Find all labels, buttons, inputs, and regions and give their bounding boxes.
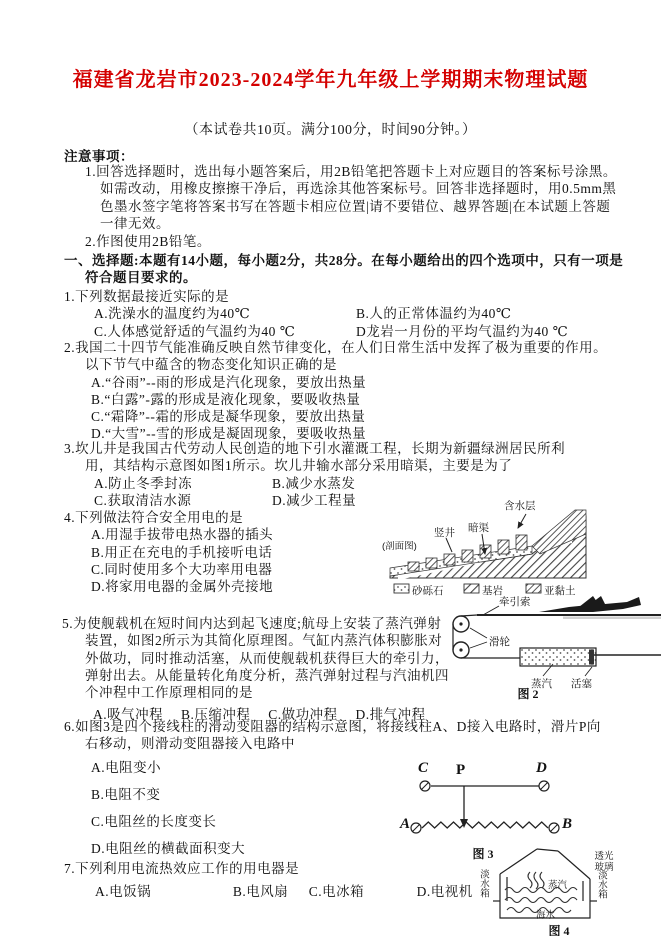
figure-1-kanerjing [382, 494, 612, 604]
fig1-label-shaft: 竖井 [434, 527, 455, 539]
question-1 [64, 288, 612, 340]
fig2-label-tow-cable: 牵引索 [499, 596, 531, 608]
q1-option-d: D龙岩一月份的平均气温约为40 ℃ [356, 323, 569, 339]
fig4-caption: 图 4 [548, 924, 570, 936]
question-5-stem: 5.为使舰载机在短时间内达到起飞速度;航母上安装了蒸汽弹射装置，如图2所示为其简化原理图。气缸内蒸汽体积膨胀对外做功，同时推动活塞，从而使舰载机获得巨大的牵引力，弹射出去。从能量转化角度分析，蒸汽弹射过程与汽油机四个冲程中工作原理相同的是 [62, 616, 449, 701]
notice-item-2: 2.作图使用2B铅笔。 [85, 234, 211, 249]
q5-option-d: D.排气冲程 [355, 707, 426, 723]
fig1-label-section-view: (剖面图) [382, 541, 417, 552]
q2-option-c: C.“霜降”--霜的形成是凝华现象，要放出热量 [91, 409, 366, 425]
q7-option-a: A.电饭锅 [95, 884, 152, 900]
question-6-stem: 6.如图3是四个接线柱的滑动变阻器的结构示意图，将接线柱A、D接入电路时，滑片P向右移动，则滑动变阻器接入电路中 [64, 719, 601, 752]
fig2-label-pulley: 滑轮 [489, 636, 510, 648]
fig4-label-freshwater-right: 淡水箱 [596, 870, 607, 899]
q2-option-a: A.“谷雨”--雨的形成是汽化现象，要放出热量 [91, 374, 367, 390]
fig2-drawing [443, 592, 661, 700]
fig3-caption: 图 3 [472, 847, 494, 861]
notice-heading: 注意事项： [64, 149, 134, 164]
q7-option-b: B.电风扇 [232, 884, 289, 900]
fig3-terminal-b: B [562, 816, 573, 832]
fig4-label-glass: 透光玻璃 [594, 851, 614, 873]
q3-option-c: C.获取清洁水源 [94, 492, 192, 508]
fig3-terminal-c: C [418, 760, 429, 776]
fig3-terminal-a: A [400, 816, 411, 832]
question-7 [64, 860, 524, 901]
exam-meta-line: （本试卷共10页。满分100分，时间90分钟。） [184, 123, 477, 138]
q6-option-c: C.电阻丝的长度变长 [91, 814, 217, 830]
question-2 [64, 339, 612, 443]
question-4 [64, 509, 374, 595]
question-2-stem: 2.我国二十四节气能准确反映自然节律变化，在人们日常生活中发挥了极为重要的作用。以下节气中蕴含的物态变化知识正确的是 [64, 340, 608, 373]
question-7-stem: 7.下列利用电流热效应工作的用电器是 [64, 861, 300, 876]
q1-option-b: B.人的正常体温约为40℃ [356, 306, 512, 322]
q7-option-c: C.电冰箱 [308, 884, 365, 900]
q5-option-b: B.压缩冲程 [181, 707, 251, 723]
fig2-label-piston: 活塞 [571, 678, 592, 690]
q3-option-b: B.减少水蒸发 [272, 475, 356, 491]
q4-option-a: A.用湿手拔带电热水器的插头 [91, 527, 274, 543]
fig4-label-steam: 蒸汽 [548, 880, 568, 891]
fig1-legend-gravel: 砂砾石 [412, 585, 444, 597]
fig1-legend-clay: 亚黏土 [544, 585, 576, 597]
q3-option-a: A.防止冬季封冻 [94, 475, 193, 491]
figure-4-solar-still [474, 843, 649, 936]
q5-option-a: A.吸气冲程 [93, 707, 164, 723]
q7-option-d: D.电视机 [416, 884, 473, 900]
fig2-label-steam: 蒸汽 [531, 678, 552, 690]
q2-option-d: D.“大雪”--雪的形成是凝固现象，要吸收热量 [91, 426, 367, 442]
q4-option-c: C.同时使用多个大功率用电器 [91, 561, 273, 577]
page-title: 福建省龙岩市2023-2024学年九年级上学期期末物理试题 [72, 69, 589, 91]
fig3-slider-p: P [456, 762, 466, 778]
figure-2-catapult [443, 592, 661, 700]
fig2-caption: 图 2 [517, 687, 539, 701]
question-5 [62, 615, 450, 724]
fig1-legend-bedrock: 基岩 [482, 585, 503, 597]
q6-option-d: D.电阻丝的横截面积变大 [91, 841, 246, 857]
fig3-terminal-d: D [536, 760, 547, 776]
question-3-stem: 3.坎儿井是我国古代劳动人民创造的地下引水灌溉工程，长期为新疆绿洲居民所利用，其结构示意图如图1所示。坎儿井输水部分采用暗渠，主要是为了 [64, 441, 566, 474]
q6-option-a: A.电阻变小 [91, 759, 162, 775]
notice-item-1: 1.回答选择题时，选出每小题答案后，用2B铅笔把答题卡上对应题目的答案标号涂黑。如需改动，用橡皮擦擦干净后，再选涂其他答案标号。回答非选择题时，用0.5mm黑色墨水签字笔将答案书写在答题卡相应位置|请不要错位、越界答题|在本试题上答题一律无效。 [85, 164, 617, 231]
fig1-label-aquifer: 含水层 [504, 500, 536, 512]
q4-option-b: B.用正在充电的手机接听电话 [91, 544, 273, 560]
q5-option-c: C.做功冲程 [268, 707, 338, 723]
section-1-heading: 一、选择题:本题有14小题，每小题2分，共28分。在每小题给出的四个选项中，只有一项是符合题目要求的。 [64, 253, 624, 286]
q6-option-b: B.电阻不变 [91, 786, 161, 802]
q1-option-a: A.洗澡水的温度约为40℃ [94, 306, 251, 322]
fig1-label-channel: 暗渠 [468, 522, 489, 534]
q3-option-d: D.减少工程量 [272, 492, 357, 508]
q2-option-b: B.“白露”-露的形成是液化现象，要吸收热量 [91, 391, 361, 407]
q4-option-d: D.将家用电器的金属外壳接地 [91, 579, 274, 595]
q1-option-c: C.人体感觉舒适的气温约为40 ℃ [94, 323, 296, 339]
fig4-label-freshwater-left: 淡水箱 [478, 869, 489, 898]
fig4-label-seawater: 海水 [536, 910, 556, 921]
question-1-stem: 1.下列数据最接近实际的是 [64, 289, 230, 304]
question-4-stem: 4.下列做法符合安全用电的是 [64, 510, 244, 525]
